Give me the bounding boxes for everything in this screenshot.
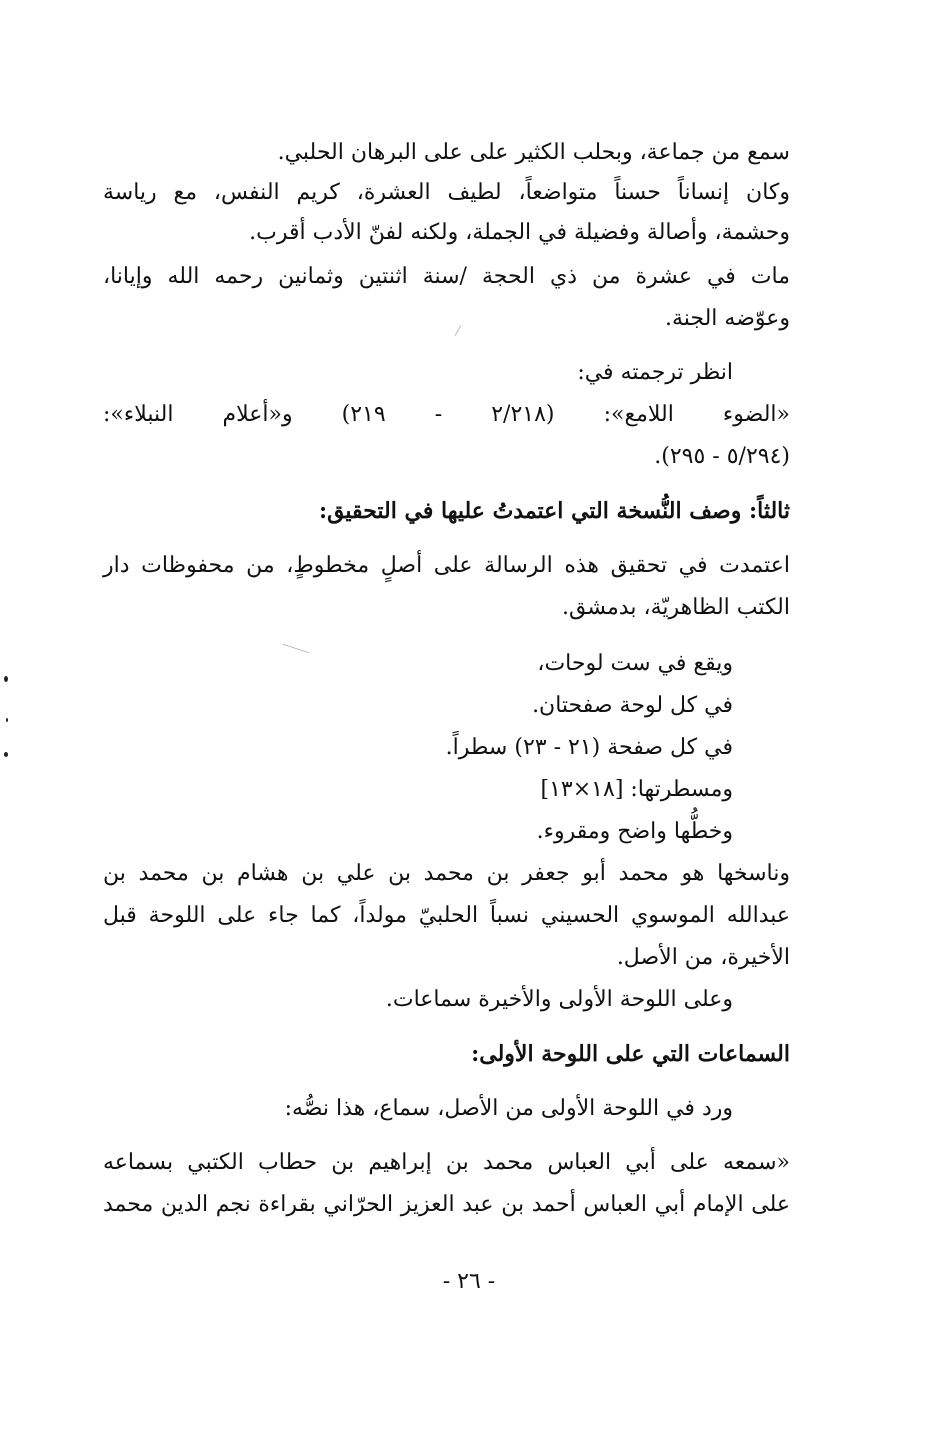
subsection-heading: السماعات التي على اللوحة الأولى:	[471, 1041, 790, 1067]
page-number: - ٢٦ -	[442, 1269, 496, 1294]
body-line: ورد في اللوحة الأولى من الأصل، سماع، هذا نصُّه:	[284, 1096, 733, 1121]
scan-mark	[283, 644, 310, 654]
quote-line: «سمعه على أبي العباس محمد بن إبراهيم بن حطاب الكتبي بسماعه	[103, 1150, 790, 1175]
manuscript-detail: في كل صفحة (٢١ - ٢٣) سطراً.	[445, 735, 733, 760]
body-line: وناسخها هو محمد أبو جعفر بن محمد بن علي بن هشام بن محمد بن	[103, 861, 790, 886]
manuscript-detail: وخطُّها واضح ومقروء.	[536, 819, 733, 844]
scan-speck	[4, 676, 8, 682]
body-line: الكتب الظاهريّة، بدمشق.	[562, 595, 790, 620]
body-line: وعلى اللوحة الأولى والأخيرة سماعات.	[385, 987, 733, 1012]
manuscript-detail: ويقع في ست لوحات،	[537, 651, 733, 676]
reference-line: «الضوء اللامع»: (٢/٢١٨ - ٢١٩) و«أعلام النبلاء»:	[103, 402, 790, 427]
quote-line: على الإمام أبي العباس أحمد بن عبد العزيز الحرّاني بقراءة نجم الدين محمد	[103, 1192, 790, 1217]
body-line: اعتمدت في تحقيق هذه الرسالة على أصلٍ مخطوطٍ، من محفوظات دار	[103, 553, 790, 578]
reference-line: (٥/٢٩٤ - ٢٩٥).	[654, 444, 790, 469]
body-line: وحشمة، وأصالة وفضيلة في الجملة، ولكنه لفنّ الأدب أقرب.	[249, 220, 790, 245]
scan-mark	[455, 325, 462, 336]
body-line: مات في عشرة من ذي الحجة /سنة اثنتين وثمانين رحمه الله وإيانا،	[103, 264, 790, 289]
reference-intro: انظر ترجمته في:	[577, 360, 733, 385]
manuscript-detail: ومسطرتها: [١٨×١٣]	[540, 777, 733, 802]
scan-speck	[6, 718, 8, 722]
scan-speck	[4, 752, 8, 757]
body-line: عبدالله الموسوي الحسيني نسباً الحلبيّ مولداً، كما جاء على اللوحة قبل	[103, 903, 790, 928]
body-line: وكان إنساناً حسناً متواضعاً، لطيف العشرة، كريم النفس، مع رياسة	[103, 180, 790, 205]
body-line: وعوّضه الجنة.	[664, 306, 790, 331]
body-line: سمع من جماعة، وبحلب الكثير على على البرهان الحلبي.	[277, 140, 790, 165]
manuscript-detail: في كل لوحة صفحتان.	[532, 693, 733, 718]
section-heading: ثالثاً: وصف النُّسخة التي اعتمدتُ عليها في التحقيق:	[318, 498, 790, 524]
body-line: الأخيرة، من الأصل.	[616, 945, 790, 970]
